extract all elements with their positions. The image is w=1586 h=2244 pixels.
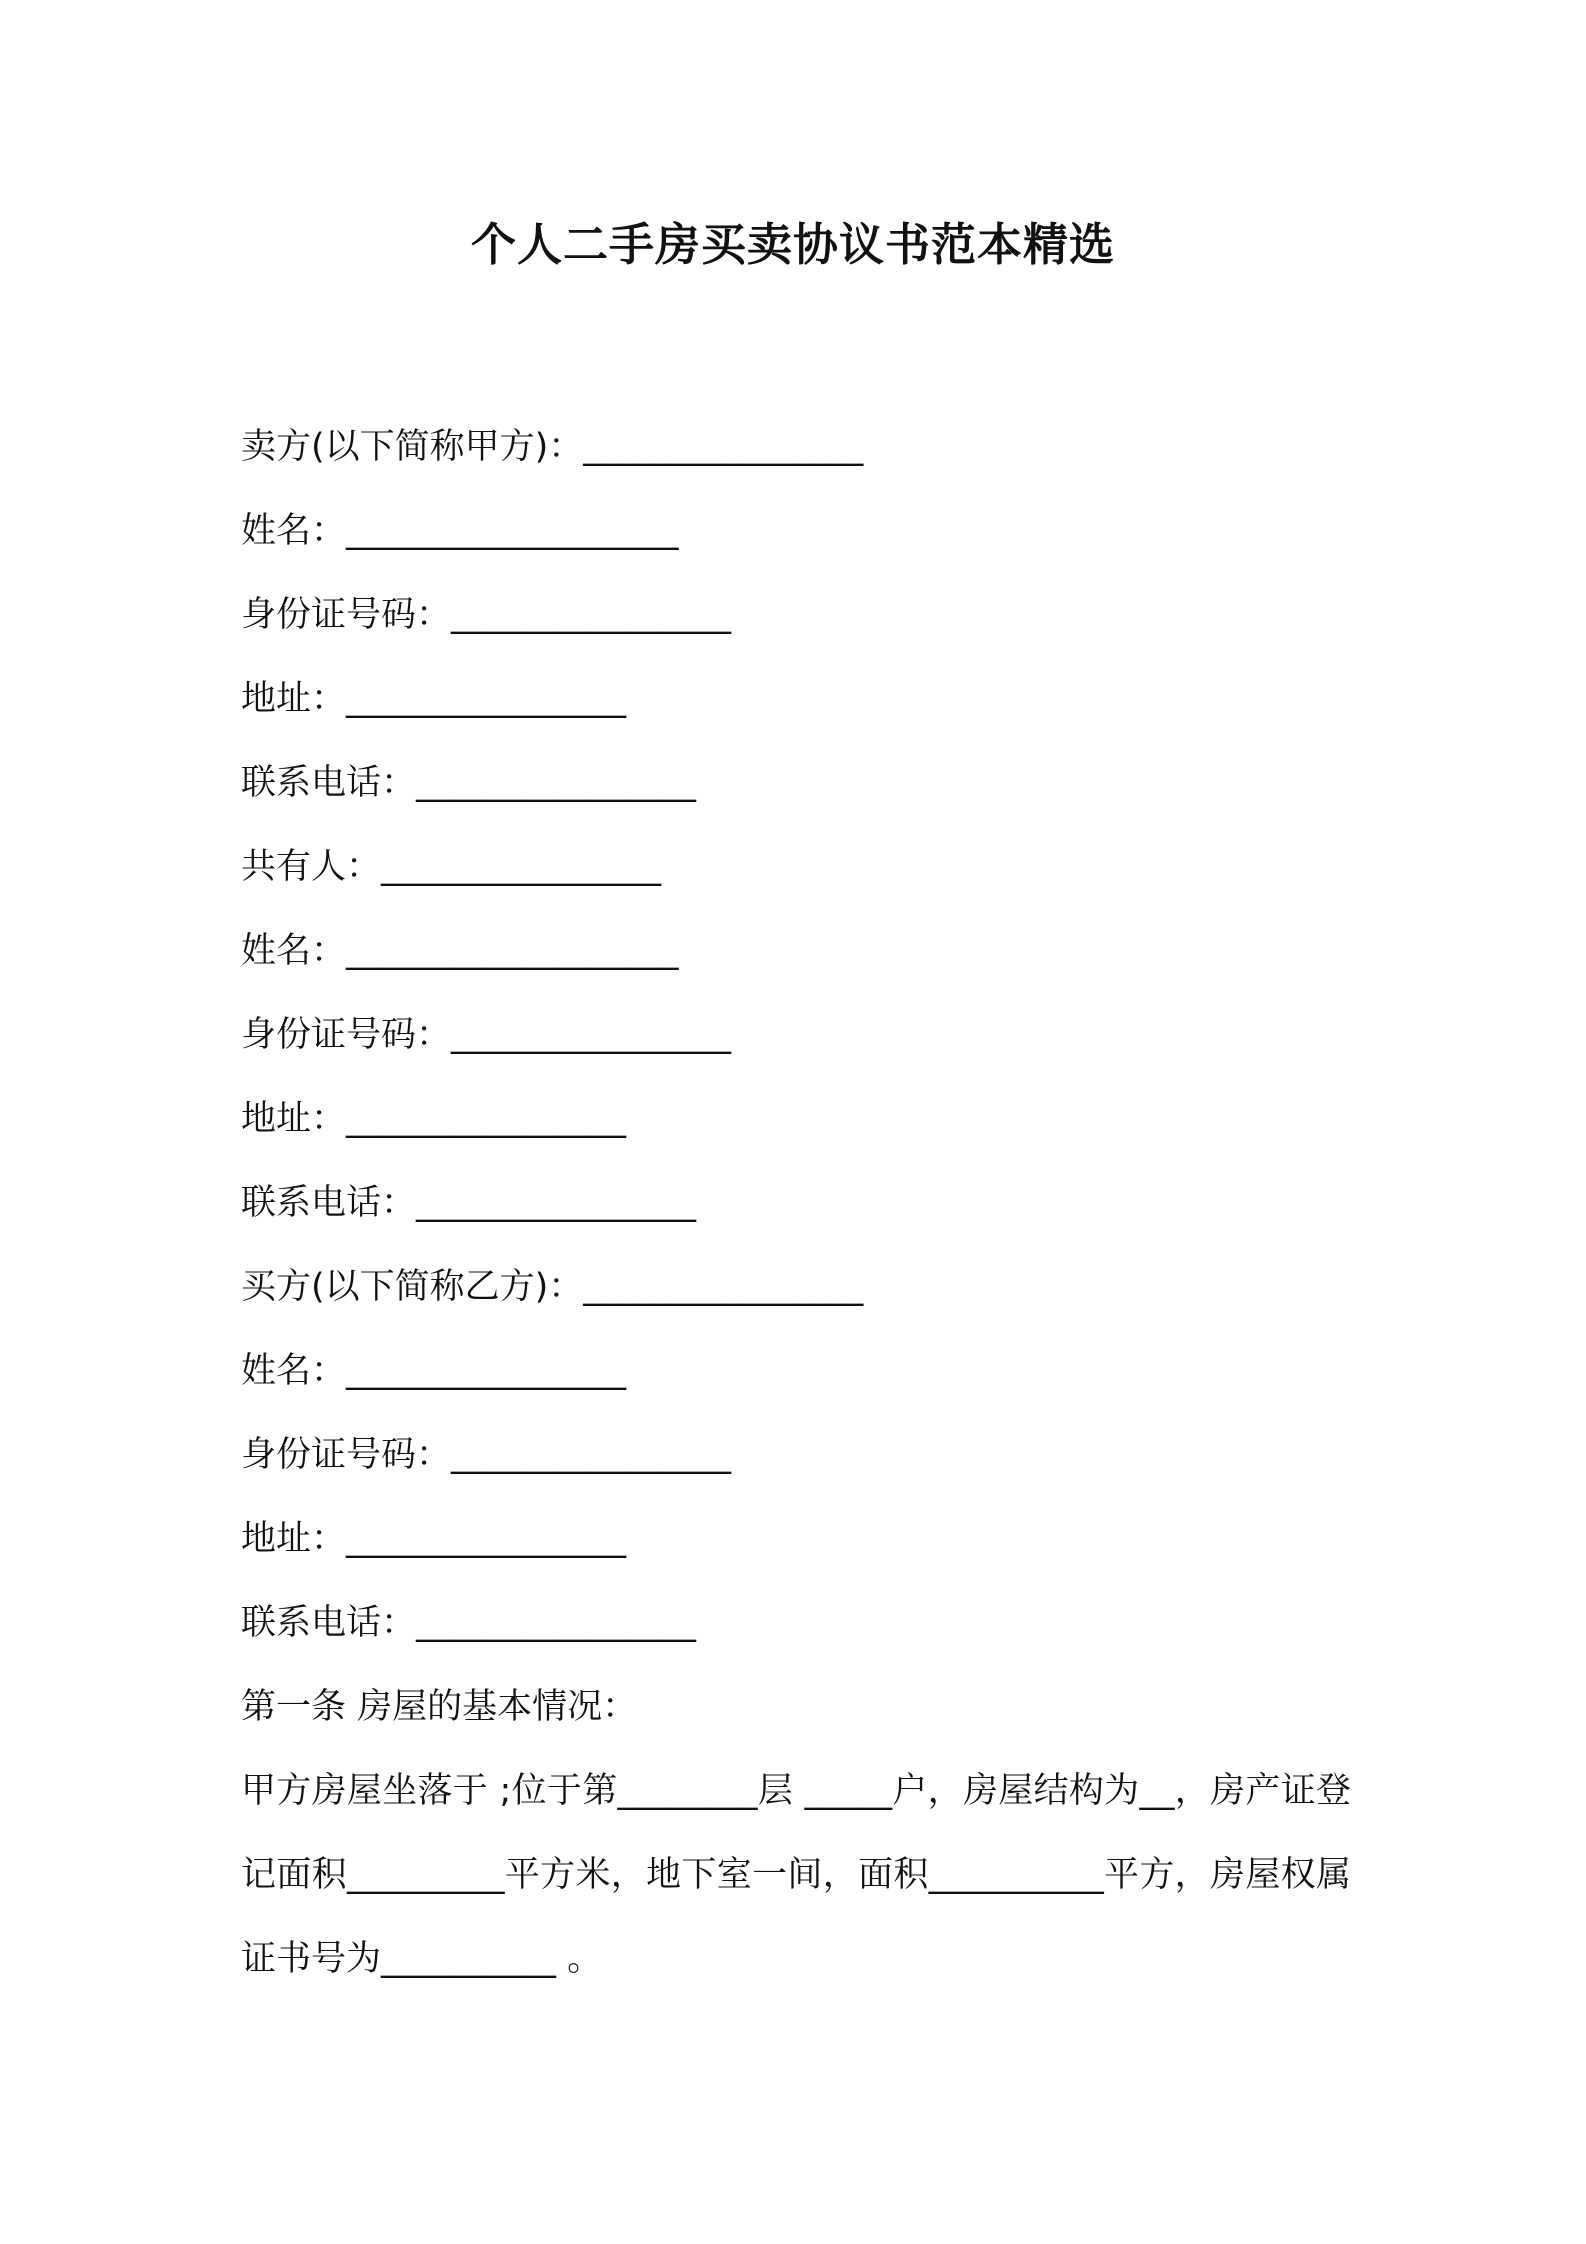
co-owner-name-field: 姓名：___________________ [241, 931, 679, 971]
seller-address-field: 地址：________________ [241, 679, 627, 719]
property-description-paragraph: 甲方房屋坐落于 ;位于第________层 _____户，房屋结构为__，房产证登记面积_________平方米，地下室一间，面积__________平方，房屋权属证书号为__________ 。 [241, 1771, 1351, 1979]
co-owner-heading: 共有人：________________ [241, 847, 662, 887]
seller-name-field: 姓名：___________________ [241, 511, 679, 551]
buyer-name-field: 姓名：________________ [241, 1351, 627, 1391]
buyer-heading: 买方(以下简称乙方)：________________ [241, 1267, 864, 1307]
co-owner-phone-field: 联系电话：________________ [241, 1183, 697, 1223]
seller-heading: 卖方(以下简称甲方)：________________ [241, 427, 864, 467]
buyer-phone-field: 联系电话：________________ [241, 1603, 697, 1643]
buyer-address-field: 地址：________________ [241, 1519, 627, 1559]
article-one-heading: 第一条 房屋的基本情况： [241, 1687, 638, 1727]
document-body [241, 405, 1351, 2001]
seller-phone-field: 联系电话：________________ [241, 763, 697, 803]
seller-id-field: 身份证号码：________________ [241, 595, 732, 635]
co-owner-id-field: 身份证号码：________________ [241, 1015, 732, 1055]
document-title: 个人二手房买卖协议书范本精选 [470, 218, 1115, 271]
buyer-id-field: 身份证号码：________________ [241, 1435, 732, 1475]
co-owner-address-field: 地址：________________ [241, 1099, 627, 1139]
